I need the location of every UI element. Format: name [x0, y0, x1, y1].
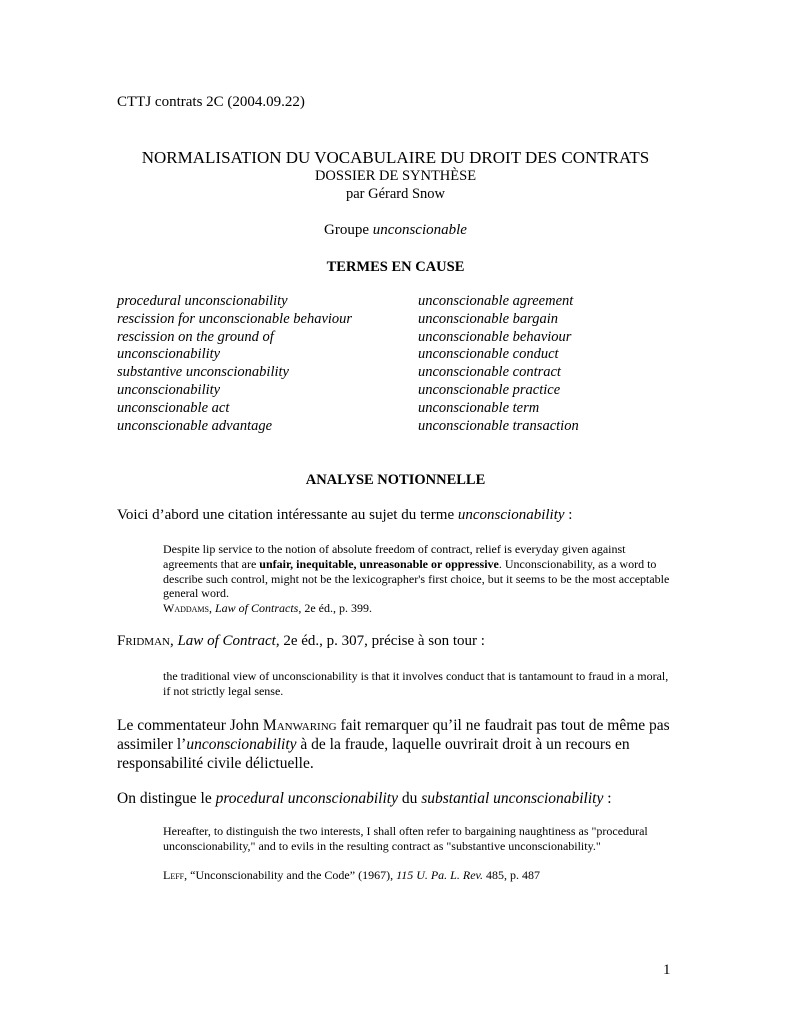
term-item: unconscionable conduct [418, 346, 559, 363]
term-item: unconscionable bargain [418, 310, 559, 327]
terms-left-column [117, 293, 352, 435]
document-author: par Gérard Snow [345, 186, 446, 202]
paragraph-distinction: On distingue le procedural unconscionability du substantial unconscionability : [117, 790, 612, 807]
quote-source-leff: Leff, “Unconscionability and the Code” (1967), 115 U. Pa. L. Rev. 485, p. 487 [163, 868, 540, 882]
term-item: unconscionable contract [418, 364, 561, 381]
term-item: substantive unconscionability [117, 364, 289, 381]
analyse-heading: ANALYSE NOTIONNELLE [305, 472, 486, 488]
term-item: unconscionable term [418, 399, 540, 416]
term-item: procedural unconscionability [117, 293, 288, 309]
paragraph-fridman: Fridman, Law of Contract, 2e éd., p. 307, précise à son tour : [117, 633, 485, 649]
document-subtitle: DOSSIER DE SYNTHÈSE [314, 168, 477, 184]
term-item: unconscionable transaction [418, 417, 579, 434]
document-title: NORMALISATION DU VOCABULAIRE DU DROIT DES CONTRATS [141, 148, 650, 167]
term-item: unconscionable practice [418, 381, 561, 398]
quote-waddams: Despite lip service to the notion of absolute freedom of contract, relief is everyday given against agreements that are unfair, inequitable, unreasonable or oppressive. Unconscionability, as a word to describe such control, might not be the lexicographer's first choice, but it seems to be the most acceptable general word. [163, 542, 670, 601]
term-item: rescission on the ground of [117, 328, 274, 345]
paragraph-intro: Voici d’abord une citation intéressante au sujet du terme unconscionability : [117, 507, 573, 523]
term-item: unconscionable act [117, 399, 230, 416]
page-number: 1 [663, 962, 671, 978]
group-line [0, 221, 791, 240]
term-item: unconscionable agreement [418, 293, 574, 309]
terms-heading: TERMES EN CAUSE [326, 259, 465, 275]
term-item: unconscionability [117, 381, 221, 398]
paragraph-manwaring: Le commentateur John Manwaring fait remarquer qu’il ne faudrait pas tout de même pas assimiler l’unconscionability à de la fraude, laquelle ouvrirait droit à un recours en responsabilité civile délictuelle. [117, 717, 670, 772]
terms-right-column [418, 293, 579, 435]
quote-source-waddams: Waddams, Law of Contracts, 2e éd., p. 399. [163, 601, 373, 615]
term-item: rescission for unconscionable behaviour [117, 310, 353, 327]
term-item: unconscionable advantage [117, 417, 273, 434]
document-reference: CTTJ contrats 2C (2004.09.22) [117, 94, 305, 110]
group-prefix: Groupe [324, 222, 373, 238]
group-term: unconscionable [372, 222, 467, 238]
quote-leff: Hereafter, to distinguish the two interests, I shall often refer to bargaining naughtiness as "procedural unconscionability," and to evils in the resulting contract as "substantive unconscionability." [163, 824, 648, 853]
term-item: unconscionability [117, 346, 221, 363]
quote-fridman: the traditional view of unconscionability is that it involves conduct that is tantamount to fraud in a moral, if not strictly legal sense. [163, 669, 669, 698]
term-item: unconscionable behaviour [418, 328, 572, 345]
